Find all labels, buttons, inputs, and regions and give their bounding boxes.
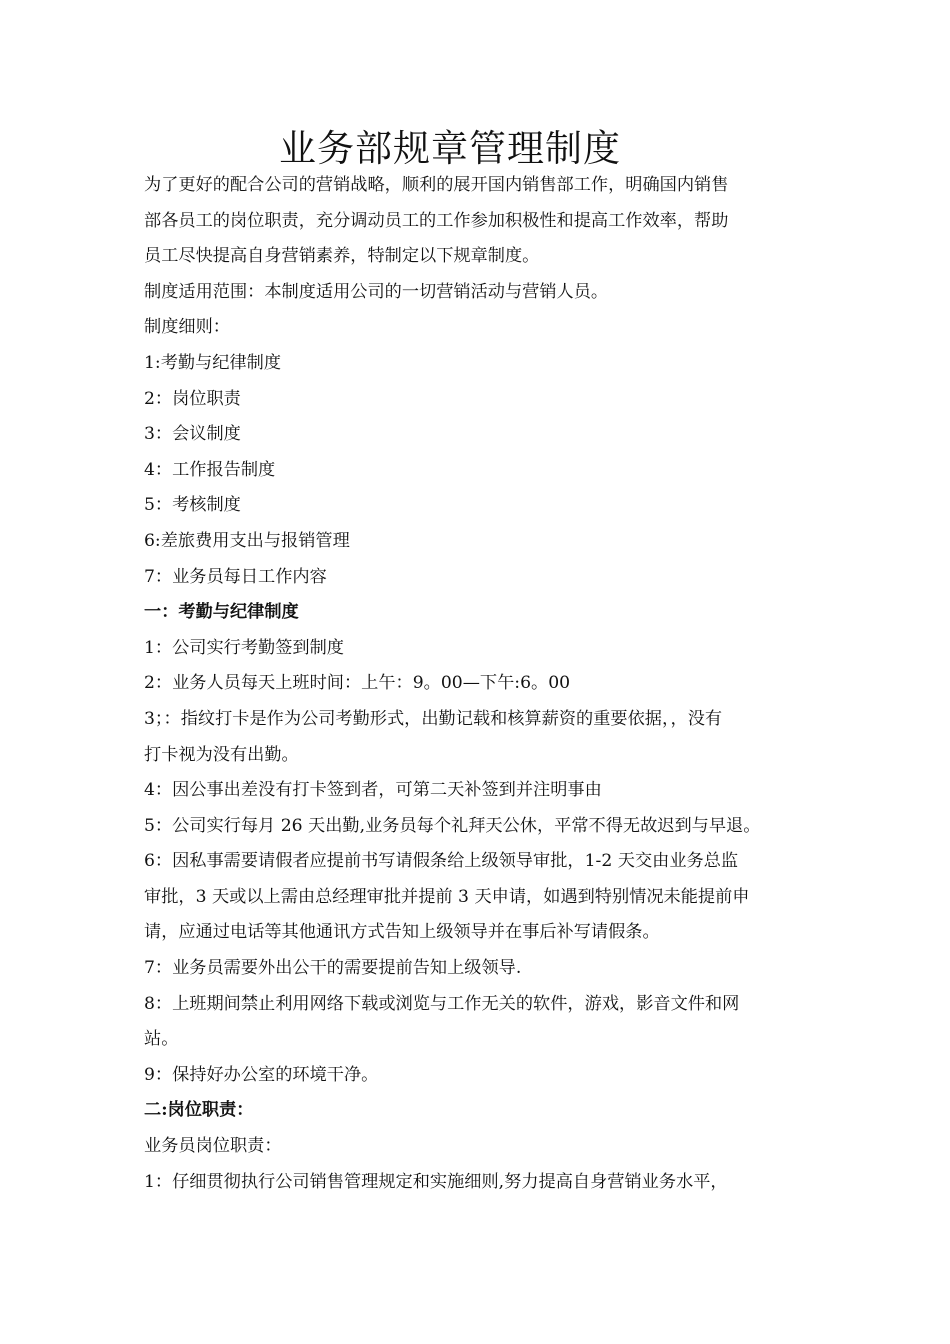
rule-item: 5：公司实行每月 26 天出勤,业务员每个礼拜天公休，平常不得无故迟到与早退。: [144, 815, 761, 836]
rule-item: 3；：指纹打卡是作为公司考勤形式，出勤记载和核算薪资的重要依据，，没有: [144, 708, 723, 729]
rule-item: 7：业务员需要外出公干的需要提前告知上级领导.: [144, 958, 522, 979]
rule-item: 6：因私事需要请假者应提前书写请假条给上级领导审批，1-2 天交由业务总监: [144, 851, 739, 872]
toc-item: 1:考勤与纪律制度: [144, 352, 282, 373]
subsection-heading: 业务员岗位职责：: [144, 1136, 282, 1157]
paragraph-line: 为了更好的配合公司的营销战略，顺利的展开国内销售部工作，明确国内销售: [144, 175, 729, 195]
duty-item: 1：仔细贯彻执行公司销售管理规定和实施细则,努力提高自身营销业务水平，: [144, 1171, 728, 1192]
toc-item: 2：岗位职责: [144, 388, 241, 409]
toc-item: 7：业务员每日工作内容: [144, 566, 327, 587]
rule-item-continued: 请，应通过电话等其他通讯方式告知上级领导并在事后补写请假条。: [144, 922, 660, 943]
rule-item-continued: 打卡视为没有出勤。: [144, 744, 299, 765]
rule-item: 9：保持好办公室的环境干净。: [144, 1064, 379, 1085]
scope-line: 制度适用范围：本制度适用公司的一切营销活动与营销人员。: [144, 281, 609, 302]
document-body: [144, 168, 809, 1200]
toc-item: 4：工作报告制度: [144, 459, 276, 480]
rule-item: 8：上班期间禁止利用网络下载或浏览与工作无关的软件，游戏，影音文件和网: [144, 993, 740, 1014]
rule-item: 4：因公事出差没有打卡签到者，可第二天补签到并注明事由: [144, 780, 602, 801]
section-heading-attendance: 一：考勤与纪律制度: [144, 602, 299, 623]
rule-item-continued: 审批，3 天或以上需由总经理审批并提前 3 天申请，如遇到特别情况未能提前申: [144, 886, 750, 907]
document-title: 业务部规章管理制度: [279, 127, 621, 170]
rule-item-continued: 站。: [144, 1029, 179, 1050]
rules-heading: 制度细则：: [144, 317, 230, 338]
paragraph-line: 员工尽快提高自身营销素养，特制定以下规章制度。: [144, 246, 540, 267]
toc-item: 3：会议制度: [144, 424, 241, 445]
toc-item: 5：考核制度: [144, 495, 241, 516]
section-heading-duties: 二:岗位职责：: [144, 1100, 254, 1121]
rule-item: 1：公司实行考勤签到制度: [144, 637, 344, 658]
rule-item: 2：业务人员每天上班时间：上午：9。00—下午:6。00: [144, 673, 571, 694]
toc-item: 6:差旅费用支出与报销管理: [144, 530, 350, 551]
paragraph-line: 部各员工的岗位职责，充分调动员工的工作参加积极性和提高工作效率，帮助: [144, 210, 729, 231]
